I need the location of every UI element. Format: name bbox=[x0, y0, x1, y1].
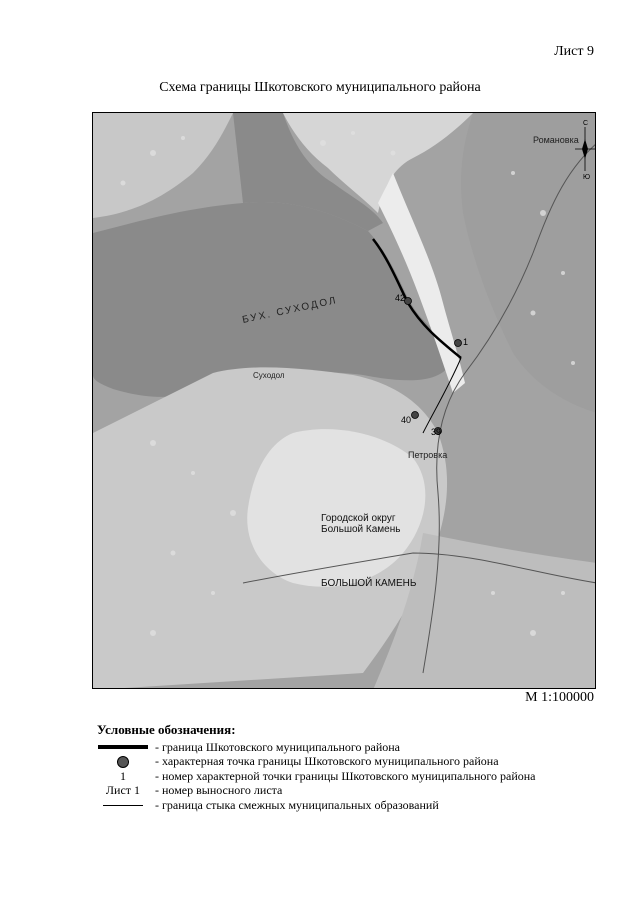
point-label-39: 39 bbox=[431, 427, 442, 437]
map-title: Схема границы Шкотовского муниципального района bbox=[159, 80, 481, 95]
point-label-40: 40 bbox=[401, 415, 412, 425]
suhodol-label: Суходол bbox=[253, 371, 285, 380]
compass-south: Ю bbox=[583, 174, 591, 181]
point-number-symbol: 1 bbox=[120, 768, 126, 783]
compass-north: С bbox=[583, 120, 589, 127]
legend-item-boundary bbox=[97, 740, 617, 755]
legend-item-adjacent-boundary bbox=[97, 798, 617, 813]
legend-item-sheet-number bbox=[97, 784, 617, 799]
point-label-1: 1 bbox=[463, 337, 469, 347]
boundary-point-42 bbox=[405, 298, 412, 305]
legend-text: - граница Шкотовского муниципального района bbox=[155, 739, 400, 754]
urban-district-line2: Большой Камень bbox=[321, 524, 401, 535]
legend-item-point-number bbox=[97, 769, 617, 784]
legend-text: - характерная точка границы Шкотовского муниципального района bbox=[155, 754, 499, 769]
legend-item-point bbox=[97, 755, 617, 770]
adjacent-boundary-symbol bbox=[103, 805, 143, 806]
petrovka-label: Петровка bbox=[408, 450, 448, 460]
point-label-42: 42 bbox=[395, 293, 406, 303]
scale-label: М 1:100000 bbox=[525, 690, 594, 705]
urban-district-line1: Городской округ bbox=[321, 513, 396, 524]
legend bbox=[97, 722, 617, 813]
legend-text: - граница стыка смежных муниципальных образований bbox=[155, 797, 439, 812]
legend-text: - номер характерной точки границы Шкотовского муниципального района bbox=[155, 768, 536, 783]
map-image bbox=[93, 113, 596, 689]
romanovka-label: Романовка bbox=[533, 135, 579, 145]
city-label: БОЛЬШОЙ КАМЕНЬ bbox=[321, 578, 417, 589]
map-frame[interactable] bbox=[92, 112, 596, 689]
legend-text: - номер выносного листа bbox=[155, 783, 283, 798]
bay-label: БУХ. СУХОДОЛ bbox=[241, 294, 339, 326]
sheet-number-symbol: Лист 1 bbox=[105, 783, 141, 798]
boundary-point-40 bbox=[412, 412, 419, 419]
point-symbol bbox=[117, 756, 129, 768]
boundary-line-symbol bbox=[98, 745, 148, 749]
boundary-point-1 bbox=[455, 340, 462, 347]
sheet-number: Лист 9 bbox=[554, 44, 594, 59]
legend-title: Условные обозначения: bbox=[97, 722, 236, 737]
